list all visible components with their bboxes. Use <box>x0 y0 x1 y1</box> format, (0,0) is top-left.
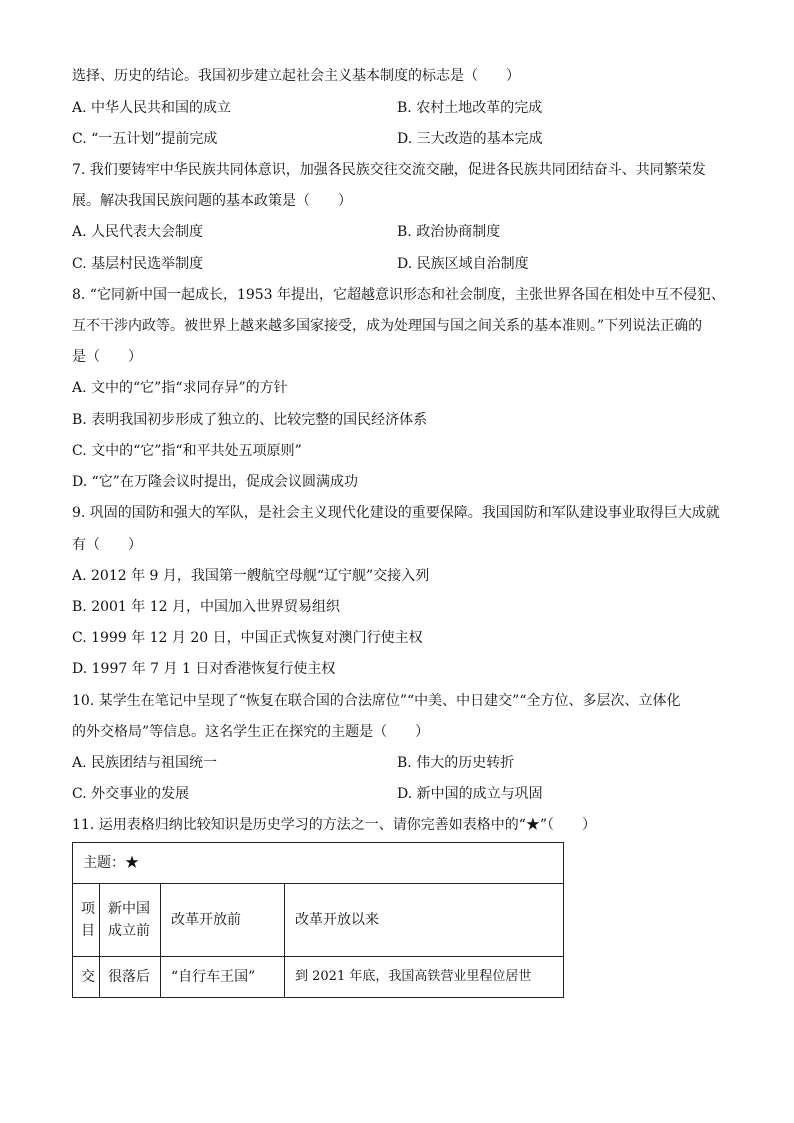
q8-option-a: A. 文中的“它”指“求同存异”的方针 <box>72 380 288 396</box>
q9-option-c: C. 1999 年 12 月 20 日，中国正式恢复对澳门行使主权 <box>72 630 423 646</box>
q8-stem-line2: 互不干涉内政等。被世界上越来越多国家接受，成为处理国与国之间关系的基本准则。”下列说法正确的 <box>72 318 703 334</box>
q8-option-b: B. 表明我国初步形成了独立的、比较完整的国民经济体系 <box>72 412 428 428</box>
q8-option-c: C. 文中的“它”指“和平共处五项原则” <box>72 443 302 459</box>
q10-option-a: A. 民族团结与祖国统一 <box>72 755 218 771</box>
table-header-before-1949: 新中国成立前 <box>100 884 161 957</box>
table-header-item: 项目 <box>73 884 100 957</box>
q6-stem-continuation: 选择、历史的结论。我国初步建立起社会主义基本制度的标志是（ ） <box>72 68 520 84</box>
q6-option-d: D. 三大改造的基本完成 <box>397 131 543 147</box>
q7-option-c: C. 基层村民选举制度 <box>72 256 204 272</box>
q10-option-c: C. 外交事业的发展 <box>72 786 190 802</box>
q7-stem-line1: 7. 我们要铸牢中华民族共同体意识，加强各民族交往交流交融，促进各民族共同团结奋斗、共同繁荣发 <box>72 162 706 178</box>
q9-option-d: D. 1997 年 7 月 1 日对香港恢复行使主权 <box>72 661 336 677</box>
q9-option-a: A. 2012 年 9 月，我国第一艘航空母舰“辽宁舰”交接入列 <box>72 568 430 584</box>
q9-stem-line2: 有（ ） <box>72 537 142 553</box>
table-row <box>73 884 564 957</box>
q9-stem-line1: 9. 巩固的国防和强大的军队，是社会主义现代化建设的重要保障。我国国防和军队建设事业取得巨大成就 <box>72 505 720 521</box>
table-cell-before-reform: “自行车王国” <box>161 957 285 998</box>
q10-stem-line1: 10. 某学生在笔记中呈现了“恢复在联合国的合法席位”“中美、中日建交”“全方位、多层次、立体化 <box>72 693 681 709</box>
q10-option-d: D. 新中国的成立与巩固 <box>397 786 543 802</box>
q7-stem-line2: 展。解决我国民族问题的基本政策是（ ） <box>72 193 352 209</box>
q7-option-a: A. 人民代表大会制度 <box>72 224 204 240</box>
table-row <box>73 843 564 884</box>
table-cell-before-1949: 很落后 <box>100 957 161 998</box>
table-row <box>73 957 564 998</box>
table-cell-since-reform: 到 2021 年底，我国高铁营业里程位居世 <box>285 957 564 998</box>
q8-stem-line1: 8. “它同新中国一起成长，1953 年提出，它超越意识形态和社会制度，主张世界各国在相处中互不侵犯、 <box>72 287 726 303</box>
q11-stem: 11. 运用表格归纳比较知识是历史学习的方法之一、请你完善如表格中的“★”（ ） <box>72 817 597 833</box>
q6-option-c: C. “一五计划”提前完成 <box>72 131 218 147</box>
table-cell-item: 交 <box>73 957 100 998</box>
table-header-before-reform: 改革开放前 <box>161 884 285 957</box>
table-theme-cell: 主题：★ <box>73 843 564 884</box>
q10-option-b: B. 伟大的历史转折 <box>397 755 515 771</box>
q6-option-b: B. 农村土地改革的完成 <box>397 100 543 116</box>
q7-option-b: B. 政治协商制度 <box>397 224 501 240</box>
table-header-since-reform: 改革开放以来 <box>285 884 564 957</box>
q11-comparison-table <box>72 842 564 998</box>
q7-option-d: D. 民族区域自治制度 <box>397 256 529 272</box>
q8-option-d: D. “它”在万隆会议时提出，促成会议圆满成功 <box>72 474 358 490</box>
q10-stem-line2: 的外交格局”等信息。这名学生正在探究的主题是（ ） <box>72 724 430 740</box>
q6-option-a: A. 中华人民共和国的成立 <box>72 100 232 116</box>
q9-option-b: B. 2001 年 12 月，中国加入世界贸易组织 <box>72 599 340 615</box>
q8-stem-line3: 是（ ） <box>72 349 142 365</box>
